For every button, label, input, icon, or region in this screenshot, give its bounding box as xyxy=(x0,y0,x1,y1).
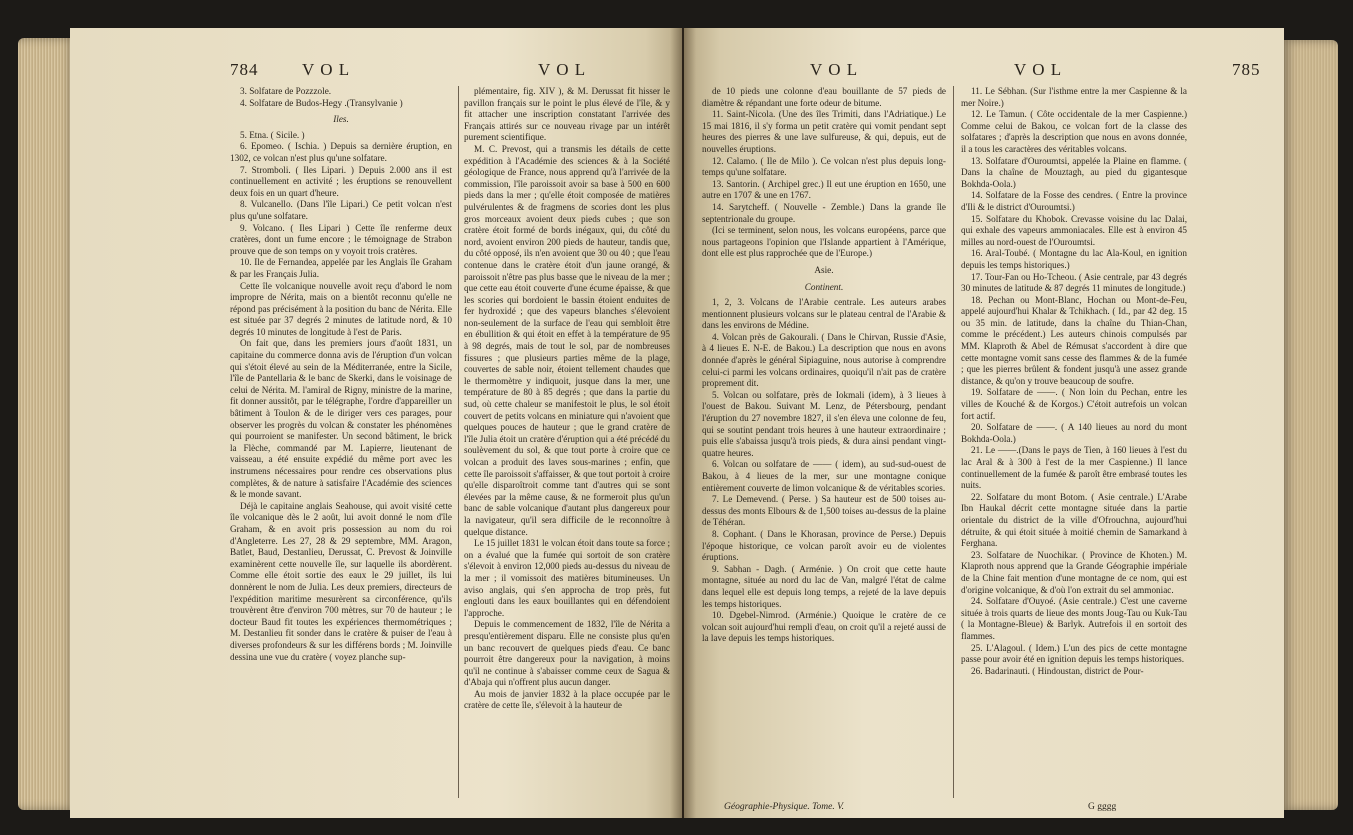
paragraph: 22. Solfatare du mont Botom. ( Asie centrale.) L'Arabe Ibn Haukal décrit cette montagne située dans la partie orientale du district de la ville d'Ofrouchna, aujourd'hui détruite, & qui étoit située à moitié chemin de Samarkand à Ferghana. xyxy=(961,491,1187,549)
paragraph: 5. Volcan ou solfatare, près de Iokmali (idem), à 3 lieues à l'ouest de Bakou. Suivant M. Lenz, de Pétersbourg, pendant l'éruption du 27 novembre 1827, il s'en éleva une colonne de feu, qui se soutint pendant trois heures à une hauteur extraordinaire ; puis elle s'abaissa jusqu'à trois pieds, & dura ainsi pendant vingt-quatre heures. xyxy=(702,389,946,458)
paragraph: 4. Solfatare de Budos-Hegy .(Transylvanie ) xyxy=(240,97,403,108)
paragraph: 10. Ile de Fernandea, appelée par les Anglais île Graham & par les Français Julia. xyxy=(230,257,452,279)
book-gutter xyxy=(670,28,696,818)
paragraph: plémentaire, fig. XIV ), & M. Derussat fit hisser le pavillon français sur le point le plus élevé de l'île, & y fit attacher une inscription constatant l'arrivée des Français attirés sur ce nouveau rivage par un intérêt purement scientifique. xyxy=(464,86,670,143)
signature-mark: G gggg xyxy=(1088,802,1117,812)
paragraph: 13. Santorin. ( Archipel grec.) Il eut une éruption en 1650, une autre en 1707 & une en 1767. xyxy=(702,178,946,201)
right-running-head-b: V O L xyxy=(1014,60,1063,79)
left-running-head-b: V O L xyxy=(538,60,587,79)
paragraph: 8. Vulcanello. (Dans l'île Lipari.) Ce petit volcan n'est plus qu'une solfatare. xyxy=(230,199,452,221)
paragraph: 10. Dgebel-Nimrod. (Arménie.) Quoique le cratère de ce volcan soit aujourd'hui rempli d'eau, on croit qu'il a rejeté aussi de la lave depuis les temps historiques. xyxy=(702,610,946,644)
paragraph: 9. Volcano. ( Iles Lipari ) Cette île renferme deux cratères, dont un fume encore ; le témoignage de Strabon prouve que de son temps on y voyoit trois cratères. xyxy=(230,222,452,256)
paragraph: Depuis le commencement de 1832, l'île de Nérita a presqu'entièrement disparu. Elle ne consiste plus qu'en un banc recouvert de quelques pieds d'eau. Ce banc pourroit être dangereux pour la navigation, à moins qu'il ne continue à s'abaisser comme ceux de Sagua & d'Abaja qui n'offrent plus aucun danger. xyxy=(464,619,670,688)
left-page xyxy=(70,28,682,818)
left-page-number: 784 xyxy=(230,60,259,79)
right-column-2 xyxy=(961,86,1187,802)
paragraph: Au mois de janvier 1832 à la place occupée par le cratère de cette île, s'élevoit à la hauteur de xyxy=(464,688,670,711)
paragraph: M. C. Prevost, qui a transmis les détails de cette expédition à l'Académie des sciences & à la Société géologique de France, nous apprend qu'à l'arrivée de la commission, l'île paroissoit avoir sa base à 500 en 600 pieds dans la mer ; qu'elle étoit composée de matières pulvérulentes & de fragmens de scories dont les plus gros morceaux avoient deux pieds cubes ; que son cratère étoit formé de bords inégaux, qui, du côté du nord, avoient environ 200 pieds de hauteur, tandis que, du côté opposé, ils n'en avoient que 30 ou 40 ; que l'eau contenue dans le cratère étoit d'un jaune orangé, & paroissoit n'être pas plus basse que le niveau de la mer ; que cette eau étoit couverte d'une écume épaisse, & que les scories qui bordoient le bassin étoient enduites de fer hydroxidé ; que des vapeurs blanches s'élevoient non-seulement de la surface de l'eau qui sembloit être en ébullition & qui étoit en effet à la température de 95 à 98 degrés, mais de tout le sol, par de nombreuses fissures ; que plusieurs parties même de la plage, couvertes de sable noir, étoient tellement chaudes que le thermomètre y indiquoit, jusque dans la mer, une température de 80 à 85 degrés ; que dans la partie du sud, où cette chaleur se manifestoit le plus, le sol étoit couvert de petits volcans en miniature qui n'avoient que quelques pouces de hauteur ; que le grand cratère de l'île Julia étoit un cratère d'éruption qui a été précédé du soulèvement du sol, & que tout porte à croire que ce volcan a produit des laves sous-marines ; enfin, que cette île paroissoit s'affaisser, & que tout portoit à croire qu'elle disparoîtroit comme tant d'autres qui se sont élevées par la même cause, & ne formeroit plus qu'un banc de sable volcanique d'autant plus dangereux pour la navigateur, qu'il sera difficile de le reconnoître à quelque distance. xyxy=(464,143,670,537)
paragraph: Déjà le capitaine anglais Seahouse, qui avoit visité cette île volcanique dès le 2 août, lui avoit donné le nom d'île Graham, & en avoit pris possession au nom du roi d'Angleterre. Les 27, 28 & 29 septembre, MM. Aragon, Batlet, Baud, Destanlieu, Derussat, C. Prevost & Joinville examinèrent cette nouvelle île, sur laquelle ils abordèrent. Comme elle étoit sortie des eaux le 29 juillet, ils lui donnèrent le nom de Julia. Les deux premiers, directeurs de l'expédition maritime mesurèrent sa circonférence, qu'ils trouvèrent être d'environ 700 mètres, sur 70 de hauteur ; le docteur Baud fit toutes les expériences thermométriques ; M. Destanlieu fit sonder dans le cratère & puiser de l'eau à diverses profondeurs & sur les différens bords ; M. Joinville dessina une vue du cratère ( voyez planche sup- xyxy=(230,500,452,662)
paragraph: 24. Solfatare d'Ouyoé. (Asie centrale.) C'est une caverne située à trois quarts de lieue des monts Joug-Tau ou Kuk-Tau ( la Montagne-Bleue) & Barlyk. Autrefois il en sortoit des flammes. xyxy=(961,596,1187,641)
paragraph: On fait que, dans les premiers jours d'août 1831, un capitaine du commerce donna avis de l'éruption d'un volcan qui s'étoit élevé au sein de la Méditerranée, entre la Sicile, l'île de Pantellaria & le banc de Skerki, dans le voisinage de celui de Nérita. M. l'amiral de Rigny, ministre de la marine, fit donner aussitôt, par le télégraphe, l'ordre d'appareiller un bâtiment à Toulon & de le diriger vers ces parages, pour observer les progrès du volcan & constater les phénomènes qui pourroient se manifester. Un second bâtiment, le brick la Flèche, commandé par M. Lapierre, lieutenant de vaisseau, a été ensuite expédié du même port avec les instrumens nécessaires pour rendre ces observations plus complètes, & de nature à satisfaire l'Académie des sciences & le monde savant. xyxy=(230,338,452,500)
paragraph: 18. Pechan ou Mont-Blanc, Hochan ou Mont-de-Feu, appelé aujourd'hui Khalar & Tchikhach. ( Id., par 42 deg. 15 ou 35 min. de latitude, dans la chaîne du Thian-Chan, comme le précédent.) Les auteurs chinois compulsés par MM. Klaproth & Abel de Rémusat s'accordent à dire que cette montagne vomit sans cesse des flammes & de la fumée ; que les pierres brûlent & fondent jusqu'à une assez grande distance, & qu'on y trouve beaucoup de soufre. xyxy=(961,294,1187,386)
paragraph: 21. Le ——.(Dans le pays de Tien, à 160 lieues à l'est du lac Aral & à 300 à l'est de la mer Caspienne.) Il lance continuellement de la fumée & paroît être embrasé toutes les nuits. xyxy=(961,445,1187,491)
left-column-1 xyxy=(230,86,452,802)
paragraph: 3. Solfatare de Pozzzole. xyxy=(240,86,332,96)
paragraph: 6. Volcan ou solfatare de —— ( idem), au sud-sud-ouest de Bakou, à 4 lieues de la mer, sur une montagne conique entièrement couverte de limon volcanique & de véritables scories. xyxy=(702,459,946,493)
right-page xyxy=(684,28,1284,818)
paragraph: 25. L'Alagoul. ( Idem.) L'un des pics de cette montagne passe pour avoir été en ignition depuis les temps historiques. xyxy=(961,642,1187,665)
paragraph: 12. Le Tamun. ( Côte occidentale de la mer Caspienne.) Comme celui de Bakou, ce volcan fort de la classe des solfatares ; d'après la description que nous en avons donnée, il a tous les caractères des véritables volcans. xyxy=(961,109,1187,154)
paragraph: 4. Volcan près de Gakourali. ( Dans le Chirvan, Russie d'Asie, à 4 lieues E. N-E. de Bakou.) La description que nous en avons donnée d'après le général Sipiaguine, nous autorise à comprendre celui-ci parmi les volcans ordinaires, quoiqu'il n'ait pas de cratère proprement dit. xyxy=(702,331,946,389)
paragraph: 7. Le Demevend. ( Perse. ) Sa hauteur est de 500 toises au-dessus des monts Elbours & de 1,500 toises au-dessus de la plaine de Téhéran. xyxy=(702,494,946,528)
paragraph: 23. Solfatare de Nuochikar. ( Province de Khoten.) M. Klaproth nous apprend que la Grande Géographie impériale de la Chine fait mention d'une montagne de ce nom, qui est d'origine volcanique, & d'où l'on extrait du sel ammoniac. xyxy=(961,549,1187,595)
right-page-number: 785 xyxy=(1232,60,1261,79)
paragraph: 19. Solfatare de ——. ( Non loin du Pechan, entre les villes de Kouché & de Korgos.) C'étoit autrefois un volcan fort actif. xyxy=(961,387,1187,421)
page-edges-left xyxy=(18,38,76,810)
column-rule-right xyxy=(953,86,954,798)
paragraph: (Ici se terminent, selon nous, les volcans européens, parce que nous partageons l'opinion que l'Islande appartient à l'Amérique, dont elle est plus rapprochée que de l'Europe.) xyxy=(702,225,946,259)
left-running-head-a: V O L xyxy=(302,60,351,79)
paragraph: 14. Sarytcheff. ( Nouvelle - Zemble.) Dans la grande île septentrionale du groupe. xyxy=(702,201,946,224)
footer-title: Géographie-Physique. Tome. V. xyxy=(724,802,845,812)
paragraph: Continent. xyxy=(804,281,844,292)
paragraph: 13. Solfatare d'Ouroumtsi, appelée la Plaine en flamme. ( Dans la chaîne de Mouztagh, au pied du gigantesque Bokhda-Oola.) xyxy=(961,155,1187,189)
paragraph: 26. Badarinauti. ( Hindoustan, district de Pour- xyxy=(971,665,1144,676)
right-running-head-a: V O L xyxy=(810,60,859,79)
paragraph: Asie. xyxy=(814,264,834,275)
paragraph: 11. Saint-Nicola. (Une des îles Trimiti, dans l'Adriatique.) Le 15 mai 1816, il s'y forma un petit cratère qui vomit pendant sept heures des pierres & une lave sulfureuse, & qui, depuis, eut de nouvelles éruptions. xyxy=(702,109,946,154)
paragraph: Cette île volcanique nouvelle avoit reçu d'abord le nom impropre de Nérita, mais on a bientôt reconnu qu'elle ne répond pas précisément à la position du banc de Nérita. Elle est située par 37 degrés 2 minutes de latitude nord, & 10 degrés 10 minutes de longitude à l'est de Paris. xyxy=(230,280,452,337)
left-column-2 xyxy=(464,86,670,802)
paragraph: 14. Solfatare de la Fosse des cendres. ( Entre la province d'Ili & le district d'Ouroumtsi.) xyxy=(961,190,1187,212)
paragraph: 9. Sabhan - Dagh. ( Arménie. ) On croit que cette haute montagne, située au nord du lac de Van, malgré l'état de calme dans lequel elle est depuis long temps, a rejeté de la lave depuis les temps historiques. xyxy=(702,563,946,609)
paragraph: 12. Calamo. ( Ile de Milo ). Ce volcan n'est plus depuis long-temps qu'une solfatare. xyxy=(702,155,946,178)
column-rule-left xyxy=(458,86,459,798)
paragraph: 17. Tour-Fan ou Ho-Tcheou. ( Asie centrale, par 43 degrés 30 minutes de latitude & 87 degrés 11 minutes de longitude.) xyxy=(961,271,1187,294)
paragraph: 6. Epomeo. ( Ischia. ) Depuis sa dernière éruption, en 1302, ce volcan n'est plus qu'une solfatare. xyxy=(230,141,452,163)
paragraph: 11. Le Sébhan. (Sur l'isthme entre la mer Caspienne & la mer Noire.) xyxy=(961,86,1187,108)
paragraph: 16. Aral-Toubé. ( Montagne du lac Ala-Koul, en ignition depuis les temps historiques.) xyxy=(961,248,1187,270)
paragraph: 1, 2, 3. Volcans de l'Arabie centrale. Les auteurs arabes mentionnent plusieurs volcans sur le plateau central de l'Arabie & dans les environs de Médine. xyxy=(702,297,946,331)
paragraph: 8. Cophant. ( Dans le Khorasan, province de Perse.) Depuis l'époque historique, ce volcan paroît avoir eu de violentes éruptions. xyxy=(702,528,946,563)
paragraph: de 10 pieds une colonne d'eau bouillante de 57 pieds de diamètre & répandant une forte odeur de bitume. xyxy=(702,86,946,108)
paragraph: Iles. xyxy=(333,114,349,125)
page-edges-right xyxy=(1282,40,1338,810)
paragraph: Le 15 juillet 1831 le volcan étoit dans toute sa force ; on a évalué que la fumée qui sortoit de son cratère s'élevoit à environ 12,000 pieds au-dessus du niveau de la mer ; il vomissoit des matières bitumineuses. Un aviso anglais, qui s'en approcha de trop près, fut englouti dans les eaux bouillantes qui en défendoient l'approche. xyxy=(464,538,670,618)
paragraph: 15. Solfatare du Khobok. Crevasse voisine du lac Dalai, qui exhale des vapeurs ammoniacales. Elle est à environ 45 milles au nord-ouest de l'Ouroumtsi. xyxy=(961,213,1187,247)
paragraph: 7. Stromboli. ( Iles Lipari. ) Depuis 2.000 ans il est continuellement en activité ; les éruptions se renouvellent deux fois en un quart d'heure. xyxy=(230,164,452,198)
right-column-1 xyxy=(702,86,946,802)
paragraph: 5. Etna. ( Sicile. ) xyxy=(240,129,305,140)
paragraph: 20. Solfatare de ——. ( A 140 lieues au nord du mont Bokhda-Oola.) xyxy=(961,422,1187,444)
